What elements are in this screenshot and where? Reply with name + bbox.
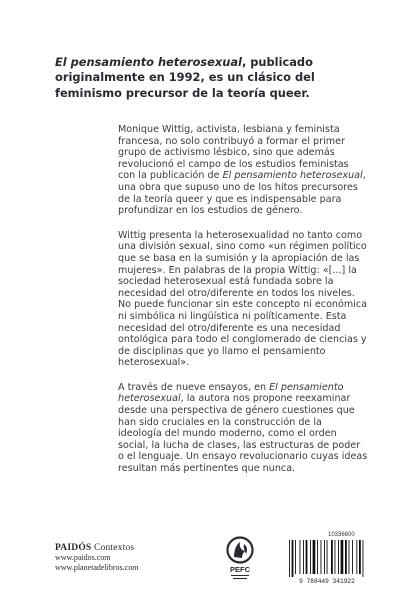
barcode-bar [317,540,318,574]
pefc-label: PEFC [229,565,251,574]
barcode-bar [310,540,311,574]
paragraph-1-book-title: El pensamiento heterosexual [222,170,363,182]
barcode-bar [356,540,357,574]
publisher-brand [55,543,138,553]
pefc-logo-tree [234,542,245,558]
blurb-text: , publicado originalmente en 1992, es un clásico del feminismo precursor de la teoría queer. [55,55,315,100]
paragraph-2: Wittig presenta la heterosexualidad no tanto como una división sexual, sino como «un régimen político que se basa en la sumisión y la apropiación de las mujeres». En palabras de la propia Wittig: «[...] la sociedad heterosexual está fundada sobre la necesidad del otro/diferente en todos los niveles. No puede funcionar sin este concepto ni económica ni simbólica ni lingüística ni políticamente. Esta necesidad del otro/diferente es una necesidad ontológica para todo el conglomerado de ciencias y de disciplinas que yo llamo el pensamiento heterosexual». [118,229,368,369]
barcode-bar [321,540,322,574]
barcode-icon [283,540,367,584]
paragraph-3 [118,382,368,475]
publisher-url-1: www.paidos.com [55,553,111,562]
barcode-bars [289,540,363,577]
barcode-bar [295,540,296,574]
barcode-digits: 9 788449 341922 [299,578,355,584]
publisher-name: PAIDÓS [55,543,92,553]
pefc-logo-leaf [244,544,247,554]
publisher-info [55,543,138,572]
barcode-bar [335,540,336,574]
barcode-bar [324,540,325,574]
barcode-bar [349,540,350,574]
barcode-bar [327,540,328,574]
barcode-bar [359,540,361,574]
product-code: 10336600 [328,532,355,538]
blurb-book-title: El pensamiento heterosexual [55,55,242,69]
barcode-bar [338,540,339,574]
barcode-bar [352,540,353,574]
barcode-bar [341,540,344,574]
paragraph-1 [118,124,368,217]
publisher-url-2: www.planetadelibros.com [55,562,139,572]
paragraph-1-text-a: Monique Wittig, activista, lesbiana y feminista francesa, no solo contribuyó a formar el primer grupo de activismo lésbico, sino que además revolucionó el campo de los estudios feministas con la publicación de [118,124,349,182]
description-body [118,124,368,488]
barcode-bar [289,540,290,577]
pefc-fine-print-line-2 [233,578,247,579]
paragraph-3-text-a: A través de nueve ensayos, en [118,381,270,393]
publisher-series: Contextos [93,543,135,553]
barcode-bar [363,540,364,577]
barcode-bar [345,540,347,574]
pefc-fine-print-line-1 [231,575,249,576]
barcode-bar [303,540,304,574]
barcode-bar [292,540,294,577]
back-cover-blurb [55,55,355,101]
pefc-logo-icon [226,536,254,582]
barcode-bar [313,540,316,574]
barcode-bar [306,540,308,574]
paragraph-1-text-b: , una obra que supuso uno de los hitos precursores de la teoría queer y que es indispensable para profundizar en los estudios de género. [118,170,366,217]
barcode-bar [300,540,301,574]
barcode-bar [331,540,333,574]
paragraph-3-text-b: , la autora nos propone reexaminar desde una perspectiva de género cuestiones que han sido cruciales en la construcción de la ideología del mundo moderno, como el orden social, la lucha de clases, las estructuras de poder o el lenguaje. Un ensayo revolucionario cuyas ideas resultan más pertinentes que nunca. [118,393,368,475]
paragraph-3-book-title: El pensamiento heterosexual [118,381,344,405]
